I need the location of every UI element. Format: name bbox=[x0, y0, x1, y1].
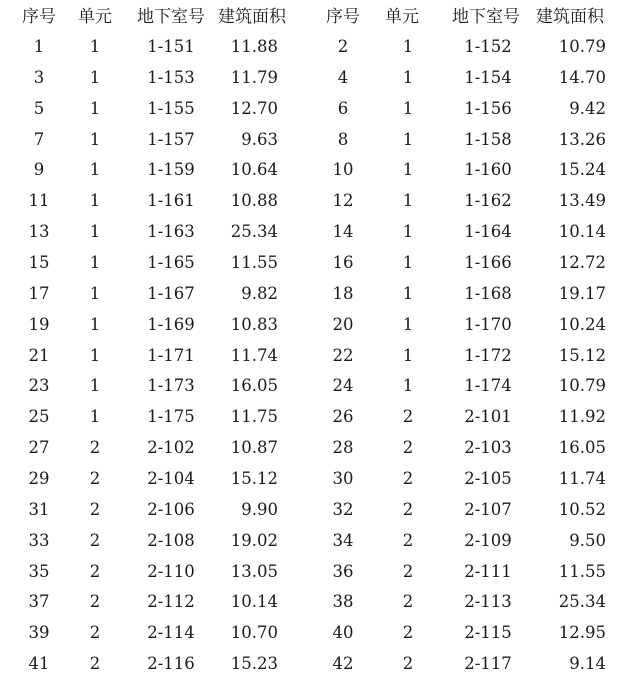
cell-seq: 13 bbox=[28, 222, 50, 242]
cell-basement-no: 2-114 bbox=[147, 623, 195, 643]
table-row bbox=[0, 618, 638, 648]
cell-basement-no: 2-109 bbox=[464, 530, 512, 550]
cell-floor-area: 11.88 bbox=[230, 37, 278, 56]
cell-seq: 40 bbox=[332, 623, 354, 643]
cell-seq: 19 bbox=[28, 314, 50, 334]
cell-basement-no: 2-104 bbox=[147, 468, 195, 488]
cell-basement-no: 1-162 bbox=[464, 191, 512, 211]
table-row bbox=[0, 63, 638, 93]
cell-basement-no: 1-170 bbox=[464, 314, 512, 334]
cell-basement-no: 2-106 bbox=[147, 499, 195, 519]
cell-basement-no: 1-157 bbox=[147, 129, 195, 149]
cell-basement-no: 2-117 bbox=[464, 654, 512, 673]
cell-basement-no: 1-152 bbox=[464, 37, 512, 56]
cell-seq: 10 bbox=[332, 160, 354, 180]
cell-seq: 18 bbox=[332, 283, 354, 303]
cell-basement-no: 1-161 bbox=[147, 191, 195, 211]
cell-seq: 4 bbox=[337, 67, 349, 87]
cell-unit: 2 bbox=[402, 623, 414, 643]
cell-floor-area: 11.55 bbox=[558, 561, 606, 581]
cell-seq: 14 bbox=[332, 222, 354, 242]
cell-floor-area: 12.70 bbox=[230, 98, 278, 118]
cell-basement-no: 1-160 bbox=[464, 160, 512, 180]
cell-floor-area: 15.23 bbox=[230, 654, 278, 673]
cell-seq: 17 bbox=[28, 283, 50, 303]
table-row bbox=[0, 217, 638, 247]
cell-floor-area: 9.82 bbox=[241, 283, 278, 303]
table-row bbox=[0, 557, 638, 587]
cell-seq: 5 bbox=[33, 98, 45, 118]
cell-unit: 1 bbox=[89, 314, 101, 334]
table-header-row bbox=[0, 2, 638, 32]
cell-basement-no: 2-103 bbox=[464, 438, 512, 458]
cell-basement-no: 1-169 bbox=[147, 314, 195, 334]
cell-seq: 29 bbox=[28, 468, 50, 488]
cell-floor-area: 10.24 bbox=[558, 314, 606, 334]
cell-unit: 1 bbox=[89, 37, 101, 56]
header-basement-no: 地下室号 bbox=[137, 7, 205, 27]
table-row bbox=[0, 94, 638, 124]
cell-unit: 1 bbox=[89, 407, 101, 427]
cell-unit: 1 bbox=[402, 98, 414, 118]
cell-seq: 26 bbox=[332, 407, 354, 427]
cell-seq: 21 bbox=[28, 345, 50, 365]
table-row bbox=[0, 279, 638, 309]
table-row bbox=[0, 155, 638, 185]
cell-floor-area: 11.92 bbox=[558, 407, 606, 427]
cell-seq: 24 bbox=[332, 376, 354, 396]
cell-floor-area: 15.12 bbox=[558, 345, 606, 365]
cell-floor-area: 16.05 bbox=[230, 376, 278, 396]
header-basement-no: 地下室号 bbox=[452, 7, 520, 27]
cell-unit: 2 bbox=[89, 438, 101, 458]
cell-floor-area: 15.12 bbox=[230, 468, 278, 488]
cell-basement-no: 1-173 bbox=[147, 376, 195, 396]
cell-unit: 2 bbox=[89, 561, 101, 581]
cell-seq: 36 bbox=[332, 561, 354, 581]
cell-seq: 8 bbox=[337, 129, 349, 149]
table-row bbox=[0, 32, 638, 62]
cell-basement-no: 2-101 bbox=[464, 407, 512, 427]
table-row bbox=[0, 186, 638, 216]
cell-unit: 1 bbox=[89, 345, 101, 365]
cell-seq: 34 bbox=[332, 530, 354, 550]
cell-unit: 1 bbox=[402, 253, 414, 272]
cell-seq: 28 bbox=[332, 438, 354, 458]
header-seq: 序号 bbox=[22, 7, 56, 27]
cell-floor-area: 11.55 bbox=[230, 253, 278, 272]
cell-floor-area: 15.24 bbox=[558, 160, 606, 180]
cell-basement-no: 1-155 bbox=[147, 98, 195, 118]
cell-floor-area: 25.34 bbox=[230, 222, 278, 242]
cell-unit: 1 bbox=[89, 129, 101, 149]
cell-floor-area: 12.72 bbox=[558, 253, 606, 272]
cell-unit: 1 bbox=[89, 283, 101, 303]
cell-seq: 32 bbox=[332, 499, 354, 519]
cell-basement-no: 2-105 bbox=[464, 468, 512, 488]
cell-seq: 3 bbox=[33, 67, 45, 87]
cell-seq: 15 bbox=[28, 253, 50, 272]
cell-basement-no: 2-110 bbox=[147, 561, 195, 581]
cell-seq: 23 bbox=[28, 376, 50, 396]
cell-basement-no: 2-108 bbox=[147, 530, 195, 550]
cell-basement-no: 1-164 bbox=[464, 222, 512, 242]
cell-seq: 27 bbox=[28, 438, 50, 458]
table-row bbox=[0, 402, 638, 432]
table-row bbox=[0, 125, 638, 155]
cell-unit: 2 bbox=[402, 592, 414, 612]
cell-basement-no: 1-159 bbox=[147, 160, 195, 180]
cell-unit: 1 bbox=[402, 222, 414, 242]
cell-basement-no: 1-154 bbox=[464, 67, 512, 87]
table-row bbox=[0, 248, 638, 278]
cell-basement-no: 1-168 bbox=[464, 283, 512, 303]
cell-unit: 2 bbox=[402, 530, 414, 550]
cell-seq: 30 bbox=[332, 468, 354, 488]
cell-unit: 1 bbox=[402, 67, 414, 87]
table-row bbox=[0, 310, 638, 340]
cell-seq: 16 bbox=[332, 253, 354, 272]
table-row bbox=[0, 341, 638, 371]
cell-unit: 2 bbox=[402, 438, 414, 458]
cell-unit: 1 bbox=[89, 191, 101, 211]
cell-unit: 2 bbox=[402, 407, 414, 427]
cell-floor-area: 14.70 bbox=[558, 67, 606, 87]
cell-seq: 35 bbox=[28, 561, 50, 581]
cell-unit: 1 bbox=[402, 376, 414, 396]
cell-floor-area: 19.02 bbox=[230, 530, 278, 550]
cell-basement-no: 2-111 bbox=[464, 561, 512, 581]
cell-floor-area: 11.74 bbox=[558, 468, 606, 488]
cell-floor-area: 10.14 bbox=[558, 222, 606, 242]
cell-floor-area: 9.90 bbox=[241, 499, 278, 519]
cell-seq: 20 bbox=[332, 314, 354, 334]
cell-basement-no: 1-171 bbox=[147, 345, 195, 365]
cell-basement-no: 2-113 bbox=[464, 592, 512, 612]
cell-unit: 2 bbox=[402, 499, 414, 519]
cell-unit: 2 bbox=[402, 468, 414, 488]
cell-basement-no: 1-167 bbox=[147, 283, 195, 303]
cell-floor-area: 25.34 bbox=[558, 592, 606, 612]
header-floor-area: 建筑面积 bbox=[536, 7, 604, 27]
cell-seq: 2 bbox=[337, 37, 349, 56]
table-row bbox=[0, 649, 638, 679]
cell-seq: 33 bbox=[28, 530, 50, 550]
cell-basement-no: 2-107 bbox=[464, 499, 512, 519]
cell-floor-area: 11.74 bbox=[230, 345, 278, 365]
cell-floor-area: 10.87 bbox=[230, 438, 278, 458]
table-row bbox=[0, 464, 638, 494]
cell-basement-no: 1-174 bbox=[464, 376, 512, 396]
cell-floor-area: 9.14 bbox=[569, 654, 606, 673]
cell-unit: 1 bbox=[89, 160, 101, 180]
cell-basement-no: 1-153 bbox=[147, 67, 195, 87]
header-unit: 单元 bbox=[385, 7, 419, 27]
cell-basement-no: 1-163 bbox=[147, 222, 195, 242]
cell-seq: 7 bbox=[33, 129, 45, 149]
table-row bbox=[0, 371, 638, 401]
cell-basement-no: 1-165 bbox=[147, 253, 195, 272]
cell-basement-no: 1-166 bbox=[464, 253, 512, 272]
cell-floor-area: 13.49 bbox=[558, 191, 606, 211]
cell-unit: 2 bbox=[89, 468, 101, 488]
cell-floor-area: 9.50 bbox=[569, 530, 606, 550]
cell-basement-no: 1-172 bbox=[464, 345, 512, 365]
cell-floor-area: 10.52 bbox=[558, 499, 606, 519]
header-seq: 序号 bbox=[326, 7, 360, 27]
cell-floor-area: 10.79 bbox=[558, 37, 606, 56]
cell-floor-area: 13.05 bbox=[230, 561, 278, 581]
cell-seq: 11 bbox=[28, 191, 50, 211]
cell-unit: 1 bbox=[89, 98, 101, 118]
cell-floor-area: 16.05 bbox=[558, 438, 606, 458]
cell-seq: 9 bbox=[33, 160, 45, 180]
cell-seq: 25 bbox=[28, 407, 50, 427]
cell-seq: 38 bbox=[332, 592, 354, 612]
cell-floor-area: 10.88 bbox=[230, 191, 278, 211]
cell-basement-no: 1-175 bbox=[147, 407, 195, 427]
cell-seq: 22 bbox=[332, 345, 354, 365]
cell-floor-area: 9.63 bbox=[241, 129, 278, 149]
table-row bbox=[0, 526, 638, 556]
cell-floor-area: 10.70 bbox=[230, 623, 278, 643]
cell-basement-no: 2-115 bbox=[464, 623, 512, 643]
header-floor-area: 建筑面积 bbox=[218, 7, 286, 27]
cell-unit: 2 bbox=[89, 623, 101, 643]
cell-floor-area: 12.95 bbox=[558, 623, 606, 643]
cell-floor-area: 10.83 bbox=[230, 314, 278, 334]
cell-unit: 1 bbox=[402, 191, 414, 211]
cell-floor-area: 11.75 bbox=[230, 407, 278, 427]
header-unit: 单元 bbox=[78, 7, 112, 27]
cell-seq: 42 bbox=[332, 654, 354, 673]
cell-unit: 1 bbox=[89, 67, 101, 87]
cell-unit: 1 bbox=[402, 283, 414, 303]
cell-floor-area: 10.64 bbox=[230, 160, 278, 180]
table-row bbox=[0, 495, 638, 525]
cell-basement-no: 1-156 bbox=[464, 98, 512, 118]
cell-basement-no: 2-102 bbox=[147, 438, 195, 458]
cell-seq: 12 bbox=[332, 191, 354, 211]
cell-unit: 1 bbox=[89, 222, 101, 242]
cell-basement-no: 2-112 bbox=[147, 592, 195, 612]
cell-basement-no: 1-151 bbox=[147, 37, 195, 56]
cell-seq: 37 bbox=[28, 592, 50, 612]
cell-unit: 2 bbox=[89, 592, 101, 612]
cell-seq: 1 bbox=[33, 37, 45, 56]
cell-unit: 2 bbox=[89, 530, 101, 550]
cell-unit: 2 bbox=[402, 654, 414, 673]
cell-floor-area: 10.14 bbox=[230, 592, 278, 612]
cell-unit: 2 bbox=[402, 561, 414, 581]
cell-basement-no: 2-116 bbox=[147, 654, 195, 673]
cell-unit: 2 bbox=[89, 499, 101, 519]
cell-seq: 39 bbox=[28, 623, 50, 643]
cell-basement-no: 1-158 bbox=[464, 129, 512, 149]
table-row bbox=[0, 433, 638, 463]
cell-floor-area: 19.17 bbox=[558, 283, 606, 303]
cell-unit: 1 bbox=[402, 160, 414, 180]
cell-unit: 1 bbox=[402, 37, 414, 56]
cell-floor-area: 9.42 bbox=[569, 98, 606, 118]
cell-seq: 6 bbox=[337, 98, 349, 118]
cell-unit: 1 bbox=[89, 253, 101, 272]
cell-unit: 1 bbox=[89, 376, 101, 396]
cell-unit: 1 bbox=[402, 345, 414, 365]
cell-seq: 31 bbox=[28, 499, 50, 519]
table-row bbox=[0, 587, 638, 617]
cell-unit: 2 bbox=[89, 654, 101, 673]
cell-unit: 1 bbox=[402, 129, 414, 149]
cell-floor-area: 13.26 bbox=[558, 129, 606, 149]
cell-floor-area: 10.79 bbox=[558, 376, 606, 396]
cell-seq: 41 bbox=[28, 654, 50, 673]
cell-unit: 1 bbox=[402, 314, 414, 334]
cell-floor-area: 11.79 bbox=[230, 67, 278, 87]
